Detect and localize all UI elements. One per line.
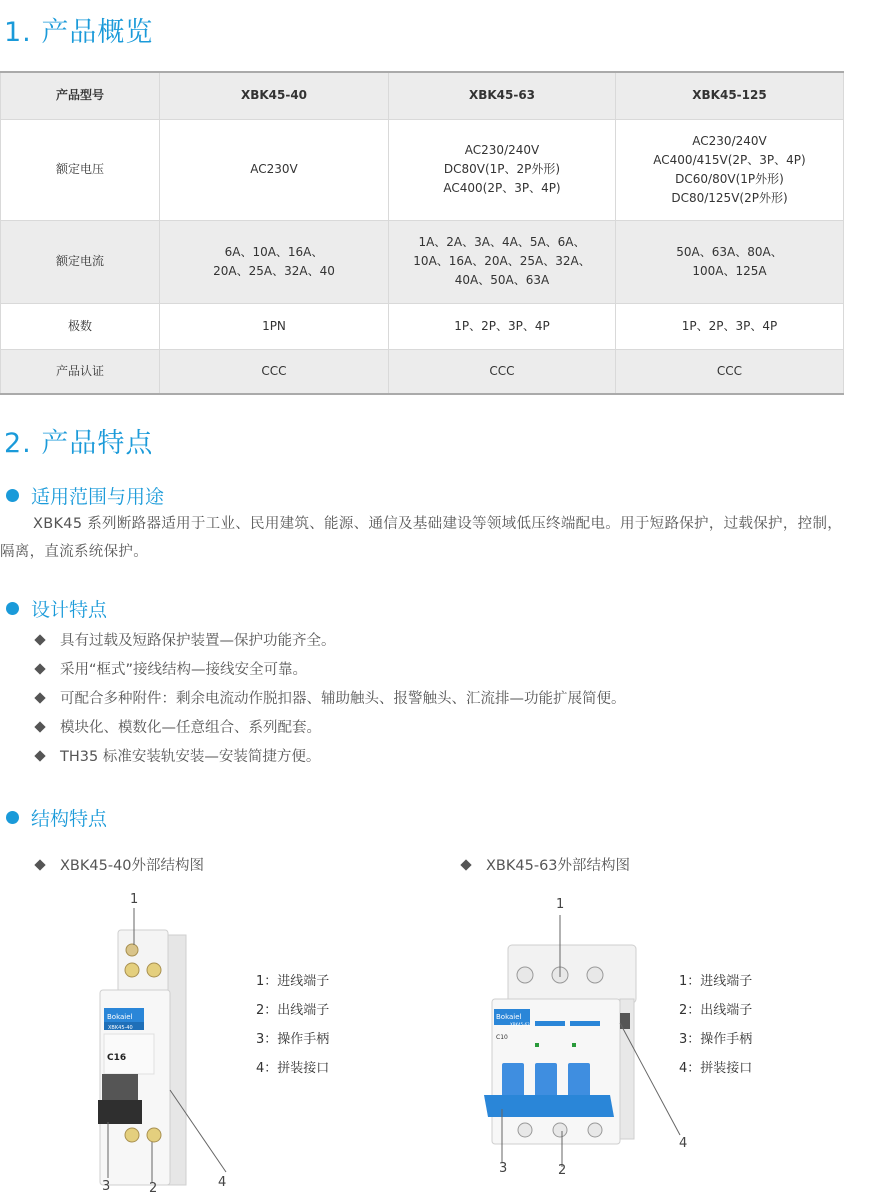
table-cell: CCC bbox=[616, 349, 844, 394]
bullet-dot-icon bbox=[6, 811, 19, 824]
diamond-bullet-icon bbox=[34, 721, 45, 732]
design-item: 采用“框式”接线结构—接线安全可靠。 bbox=[36, 658, 307, 679]
table-cell: 1P、2P、3P、4P bbox=[616, 303, 844, 349]
header-cell: XBK45-40 bbox=[160, 72, 389, 119]
callout-3: 3 bbox=[499, 1161, 508, 1176]
row-label: 产品认证 bbox=[1, 349, 160, 394]
device-model: XBK45-40 bbox=[108, 1025, 133, 1031]
section2-title: 2. 产品特点 bbox=[4, 428, 154, 459]
callout-4: 4 bbox=[679, 1136, 688, 1151]
table-cell: 6A、10A、16A、 20A、25A、32A、40 bbox=[160, 220, 389, 303]
callout-1: 1 bbox=[130, 892, 139, 907]
scope-paragraph: XBK45 系列断路器适用于工业、民用建筑、能源、通信及基础建设等领域低压终端配电。用于短路保护，过载保护，控制，隔离，直流系统保护。 bbox=[0, 516, 843, 560]
callout-2: 2 bbox=[149, 1181, 158, 1196]
table-row bbox=[1, 220, 844, 303]
table-cell: CCC bbox=[389, 349, 616, 394]
table-cell: 1PN bbox=[160, 303, 389, 349]
legend-list-1: 1：进线端子 2：出线端子 3：操作手柄 4：拼装接口 bbox=[256, 974, 330, 1076]
table-cell: CCC bbox=[160, 349, 389, 394]
legend-list-2: 1：进线端子 2：出线端子 3：操作手柄 4：拼装接口 bbox=[679, 974, 753, 1076]
table-row bbox=[1, 119, 844, 220]
table-cell: 1P、2P、3P、4P bbox=[389, 303, 616, 349]
header-cell: 产品型号 bbox=[1, 72, 160, 119]
figure-caption-2: XBK45-63外部结构图 bbox=[462, 854, 630, 875]
header-cell: XBK45-63 bbox=[389, 72, 616, 119]
callout-2: 2 bbox=[558, 1163, 567, 1178]
diamond-bullet-icon bbox=[34, 750, 45, 761]
figure-caption-1: XBK45-40外部结构图 bbox=[36, 854, 204, 875]
device-brand: Bokaiel bbox=[107, 1013, 133, 1021]
row-label: 额定电压 bbox=[1, 119, 160, 220]
row-label: 额定电流 bbox=[1, 220, 160, 303]
callout-1: 1 bbox=[556, 897, 565, 912]
diamond-bullet-icon bbox=[34, 634, 45, 645]
header-cell: XBK45-125 bbox=[616, 72, 844, 119]
scope-heading: 适用范围与用途 bbox=[6, 482, 164, 509]
table-cell: 1A、2A、3A、4A、5A、6A、 10A、16A、20A、25A、32A、 40A、50A、63A bbox=[389, 220, 616, 303]
structure-heading: 结构特点 bbox=[6, 804, 107, 831]
design-item: 具有过载及短路保护装置—保护功能齐全。 bbox=[36, 629, 336, 650]
row-label: 极数 bbox=[1, 303, 160, 349]
diamond-bullet-icon bbox=[34, 692, 45, 703]
callout-3: 3 bbox=[102, 1179, 111, 1194]
design-item: 模块化、模数化—任意组合、系列配套。 bbox=[36, 716, 321, 737]
design-heading: 设计特点 bbox=[6, 595, 107, 622]
table-cell: AC230/240V DC80V(1P、2P外形) AC400(2P、3P、4P) bbox=[389, 119, 616, 220]
breaker-1p-illustration bbox=[90, 890, 240, 1190]
table-row bbox=[1, 303, 844, 349]
device-rating: C10 bbox=[496, 1034, 508, 1041]
bullet-dot-icon bbox=[6, 602, 19, 615]
table-row bbox=[1, 349, 844, 394]
device-brand: Bokaiel bbox=[496, 1013, 522, 1021]
device-rating: C16 bbox=[107, 1053, 127, 1063]
section1-title: 1. 产品概览 bbox=[4, 17, 154, 48]
table-header-row bbox=[1, 72, 844, 119]
spec-table bbox=[0, 71, 844, 395]
diamond-bullet-icon bbox=[34, 663, 45, 674]
device-model: XBK45-63 bbox=[510, 1022, 530, 1027]
table-cell: AC230/240V AC400/415V(2P、3P、4P) DC60/80V(1P外形) DC80/125V(2P外形) bbox=[616, 119, 844, 220]
design-item: TH35 标准安装轨安装—安装简捷方便。 bbox=[36, 745, 320, 766]
design-item: 可配合多种附件：剩余电流动作脱扣器、辅助触头、报警触头、汇流排—功能扩展简便。 bbox=[36, 687, 626, 708]
table-cell: 50A、63A、80A、 100A、125A bbox=[616, 220, 844, 303]
callout-4: 4 bbox=[218, 1175, 227, 1190]
diamond-bullet-icon bbox=[34, 859, 45, 870]
bullet-dot-icon bbox=[6, 489, 19, 502]
diamond-bullet-icon bbox=[460, 859, 471, 870]
breaker-3p-illustration bbox=[480, 895, 690, 1185]
table-cell: AC230V bbox=[160, 119, 389, 220]
